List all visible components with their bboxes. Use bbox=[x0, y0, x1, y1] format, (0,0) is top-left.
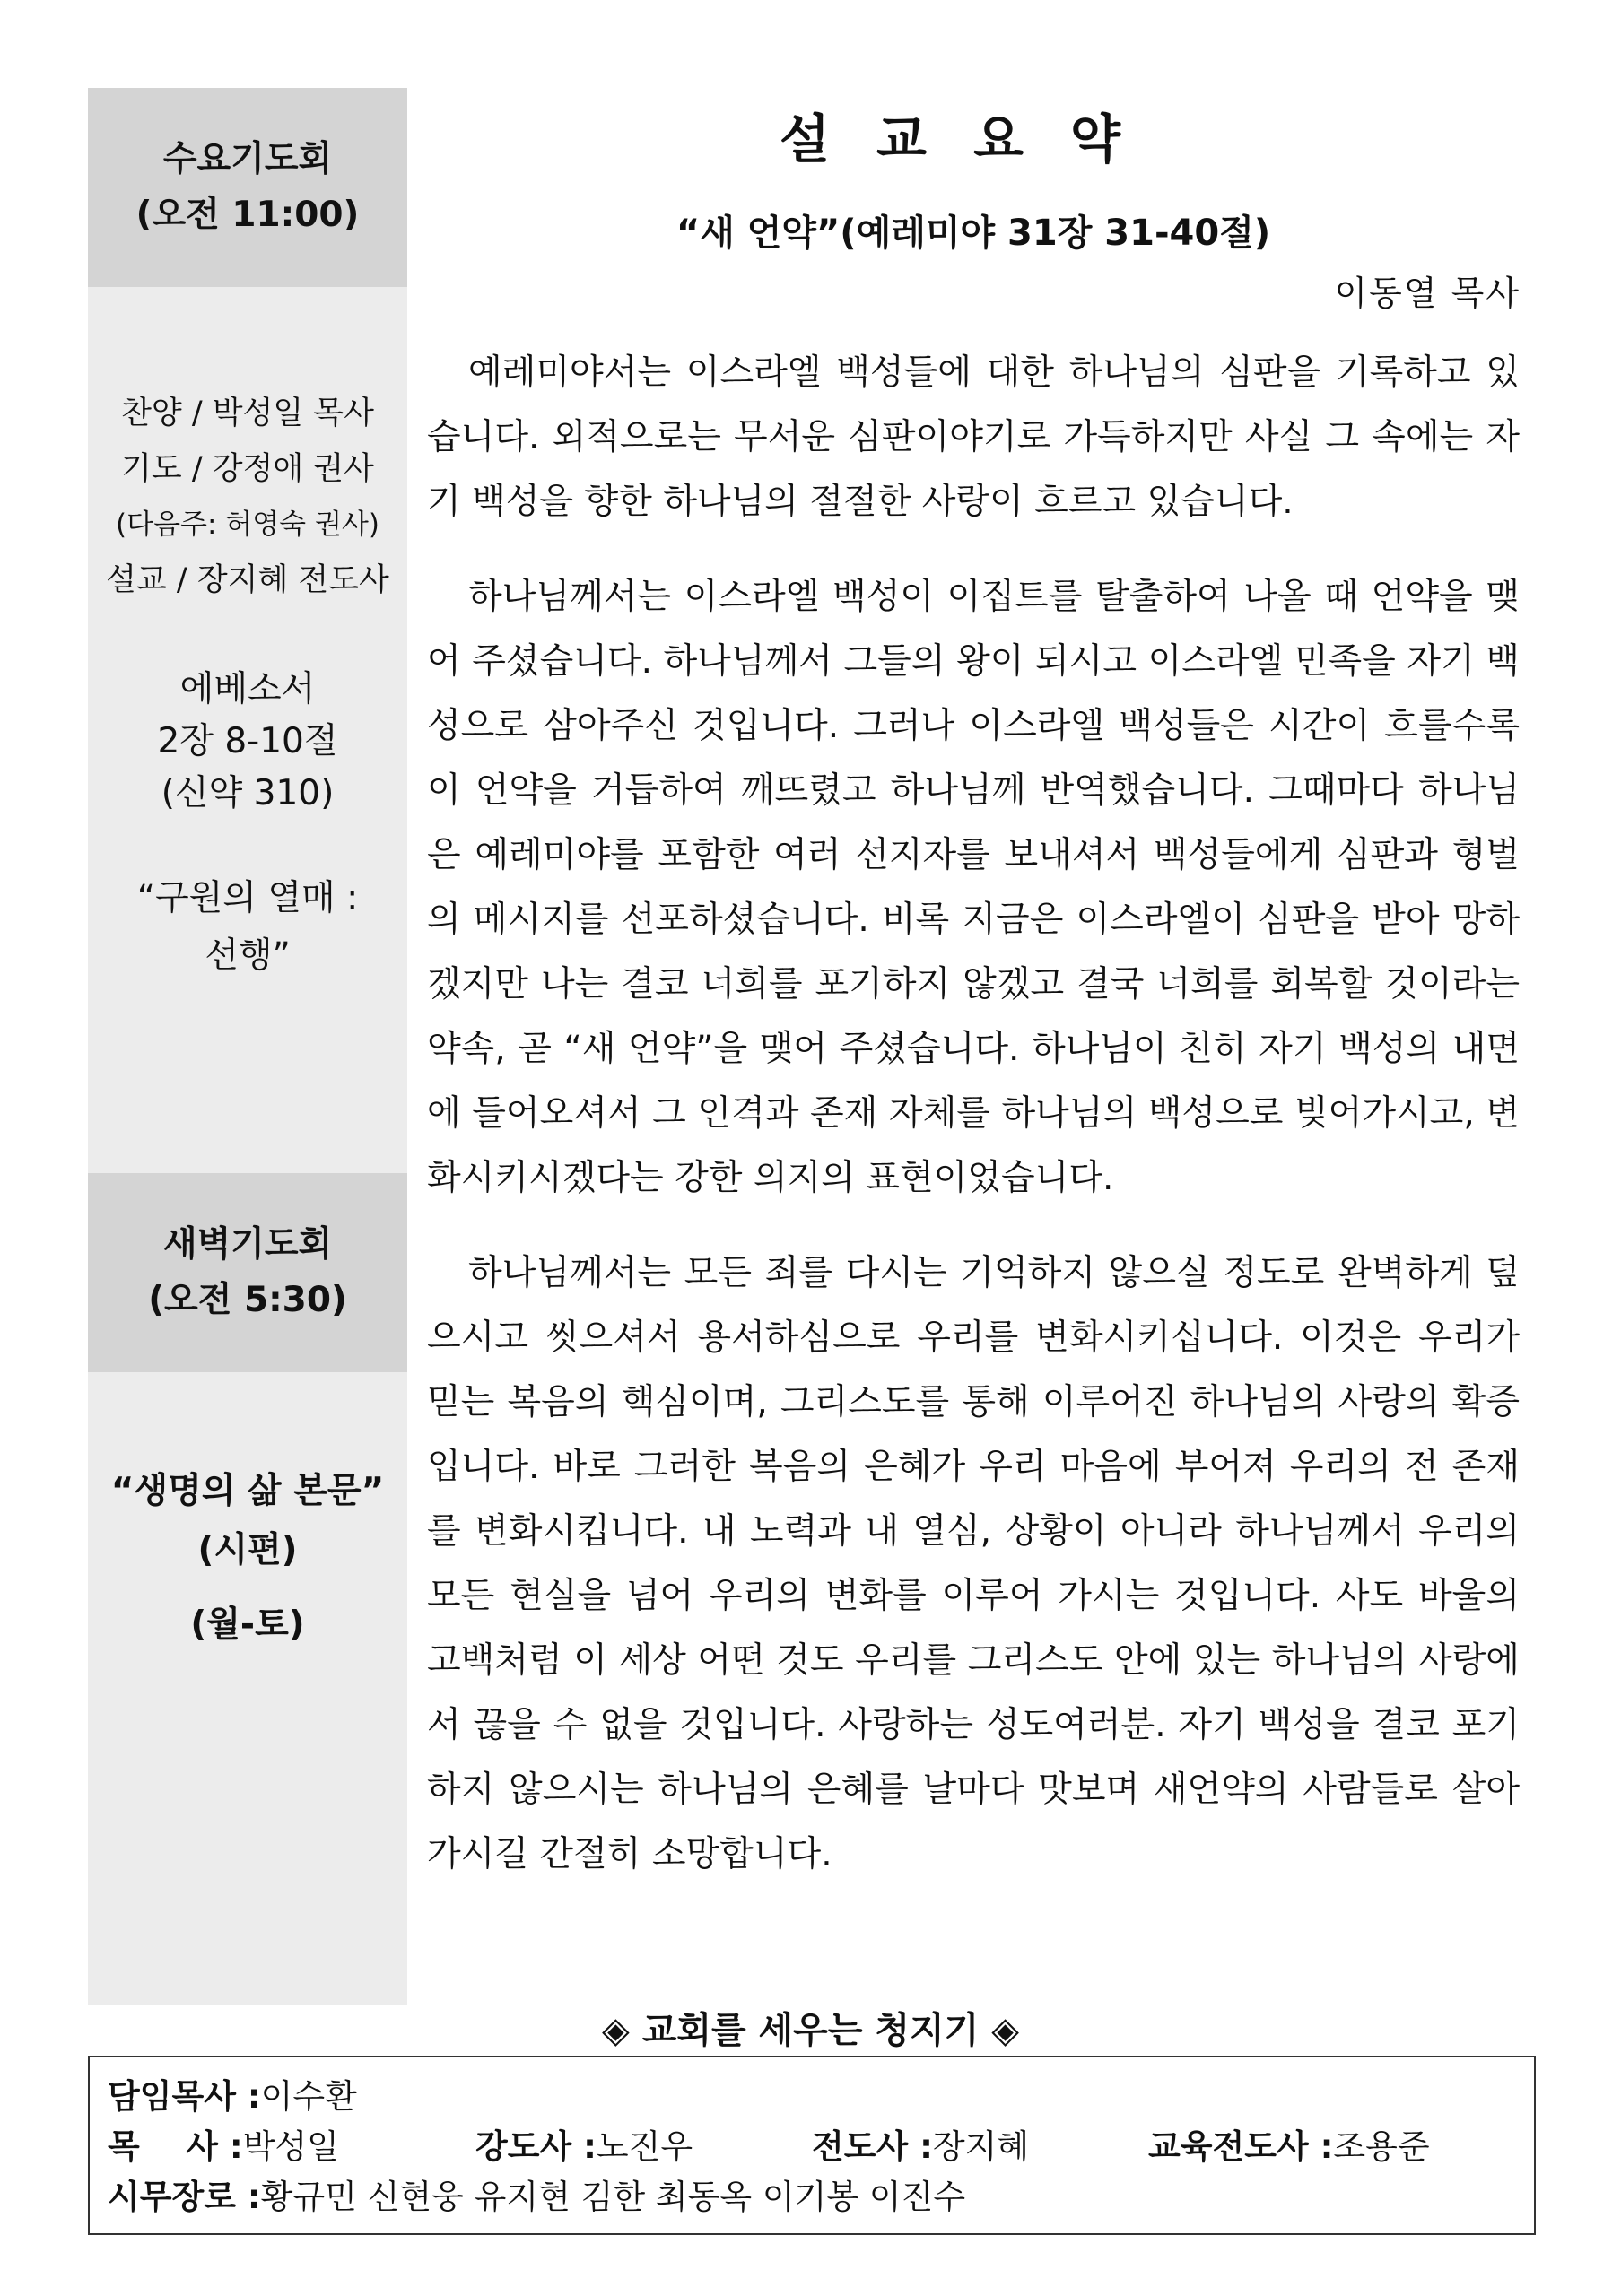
scripture-book: 에베소서 bbox=[179, 669, 316, 709]
bible-life-days: (월-토) bbox=[190, 1605, 305, 1645]
staff-row-senior bbox=[108, 2072, 1516, 2122]
edu-evangelist-entry bbox=[1148, 2122, 1430, 2172]
scripture-page: (신약 310) bbox=[161, 773, 335, 813]
pastor-label: 목 사 : bbox=[108, 2127, 243, 2166]
edu-evangelist-name: 조용준 bbox=[1333, 2127, 1430, 2166]
dawn-service-time: (오전 5:30) bbox=[148, 1280, 347, 1320]
senior-pastor-name: 이수환 bbox=[260, 2077, 357, 2116]
role-praise: 찬양 / 박성일 목사 bbox=[121, 396, 374, 431]
sermon-paragraph-3: 하나님께서는 모든 죄를 다시는 기억하지 않으실 정도로 완벽하게 덮으시고 씻으셔서 용서하심으로 우리를 변화시키십니다. 이것은 우리가 믿는 복음의 핵심이며, 그리스도를 통해 이루어진 하나님의 사랑의 확증입니다. 바로 그러한 복음의 은혜가 우리 마음에 부어져 우리의 전 존재를 변화시킵니다. 내 노력과 내 열심, 상황이 아니라 하나님께서 우리의 모든 현실을 넘어 우리의 변화를 이루어 가시는 것입니다. 사도 바울의 고백처럼 이 세상 어떤 것도 우리를 그리스도 안에 있는 하나님의 사랑에서 끊을 수 없을 것입니다. 사랑하는 성도여러분. 자기 백성을 결코 포기하지 않으시는 하나님의 은혜를 날마다 맛보며 새언약의 사람들로 살아가시길 간절히 소망합니다. bbox=[427, 1253, 1520, 1874]
edu-evangelist-label: 교육전도사 : bbox=[1148, 2127, 1334, 2166]
evangelist-entry bbox=[812, 2122, 1148, 2172]
service-roles bbox=[88, 386, 407, 608]
sermon-author: 이동열 목사 bbox=[1334, 274, 1521, 313]
lecturer-name: 노진우 bbox=[596, 2127, 693, 2166]
sermon-paragraph-2: 하나님께서는 이스라엘 백성이 이집트를 탈출하여 나올 때 언약을 맺어 주셨습니다. 하나님께서 그들의 왕이 되시고 이스라엘 민족을 자기 백성으로 삼아주신 것입니다. 그러나 이스라엘 백성들은 시간이 흐를수록 이 언약을 거듭하여 깨뜨렸고 하나님께 반역했습니다. 그때마다 하나님은 예레미야를 포함한 여러 선지자를 보내셔서 백성들에게 심판과 형벌의 메시지를 선포하셨습니다. 비록 지금은 이스라엘이 심판을 받아 망하겠지만 나는 결코 너희를 포기하지 않겠고 결국 너희를 회복할 것이라는 약속, 곧 “새 언약”을 맺어 주셨습니다. 하나님이 친히 자기 백성의 내면에 들어오셔서 그 인격과 존재 자체를 하나님의 백성으로 빚어가시고, 변화시키시겠다는 강한 의지의 표현이었습니다. bbox=[427, 577, 1520, 1198]
lecturer-entry bbox=[475, 2122, 812, 2172]
evangelist-label: 전도사 : bbox=[812, 2127, 933, 2166]
sermon-subtitle: “새 언약”(예레미야 31장 31-40절) bbox=[675, 213, 1271, 254]
sermon-theme-line2: 선행” bbox=[205, 935, 291, 976]
scripture-verses: 2장 8-10절 bbox=[157, 721, 338, 761]
wednesday-service-details bbox=[88, 287, 407, 1173]
bible-life-heading bbox=[88, 1462, 407, 1580]
sermon-theme bbox=[88, 870, 407, 985]
dawn-service-title: 새벽기도회 bbox=[162, 1224, 333, 1265]
wednesday-service-header bbox=[88, 88, 407, 287]
sidebar bbox=[88, 88, 407, 2005]
wednesday-service-time: (오전 11:00) bbox=[135, 195, 360, 235]
staff-row-elders bbox=[108, 2172, 1516, 2222]
role-next-week: (다음주: 허영숙 권사) bbox=[116, 509, 379, 541]
staff-row-ministers bbox=[108, 2122, 1516, 2172]
bible-life-book: (시편) bbox=[197, 1530, 298, 1570]
bible-life-section bbox=[88, 1372, 407, 2005]
stewards-heading: ◈ 교회를 세우는 청지기 ◈ bbox=[602, 2010, 1019, 2051]
sermon-paragraph-1: 예레미야서는 이스라엘 백성들에 대한 하나님의 심판을 기록하고 있습니다. 외적으로는 무서운 심판이야기로 가득하지만 사실 그 속에는 자기 백성을 향한 하나님의 절절한 사랑이 흐르고 있습니다. bbox=[427, 352, 1520, 522]
senior-pastor-label: 담임목사 : bbox=[108, 2077, 261, 2116]
role-prayer: 기도 / 강정애 권사 bbox=[121, 451, 374, 487]
lecturer-label: 강도사 : bbox=[475, 2127, 597, 2166]
elders-label: 시무장로 : bbox=[108, 2178, 261, 2216]
sermon-body bbox=[427, 341, 1520, 1918]
elders-names: 황규민 신현웅 유지현 김한 최동옥 이기봉 이진수 bbox=[260, 2178, 966, 2216]
bible-life-title: “생명의 삶 본문” bbox=[110, 1471, 385, 1511]
sermon-theme-line1: “구원의 열매 : bbox=[136, 878, 359, 918]
pastor-entry bbox=[108, 2122, 475, 2172]
dawn-service-header bbox=[88, 1173, 407, 1372]
wednesday-service-title: 수요기도회 bbox=[162, 139, 333, 179]
staff-box bbox=[88, 2056, 1536, 2235]
evangelist-name: 장지혜 bbox=[932, 2127, 1030, 2166]
scripture-reading bbox=[88, 664, 407, 820]
pastor-name: 박성일 bbox=[242, 2127, 339, 2166]
role-sermon: 설교 / 장지혜 전도사 bbox=[106, 562, 389, 598]
sermon-summary-heading: 설교요약 bbox=[779, 109, 1168, 170]
